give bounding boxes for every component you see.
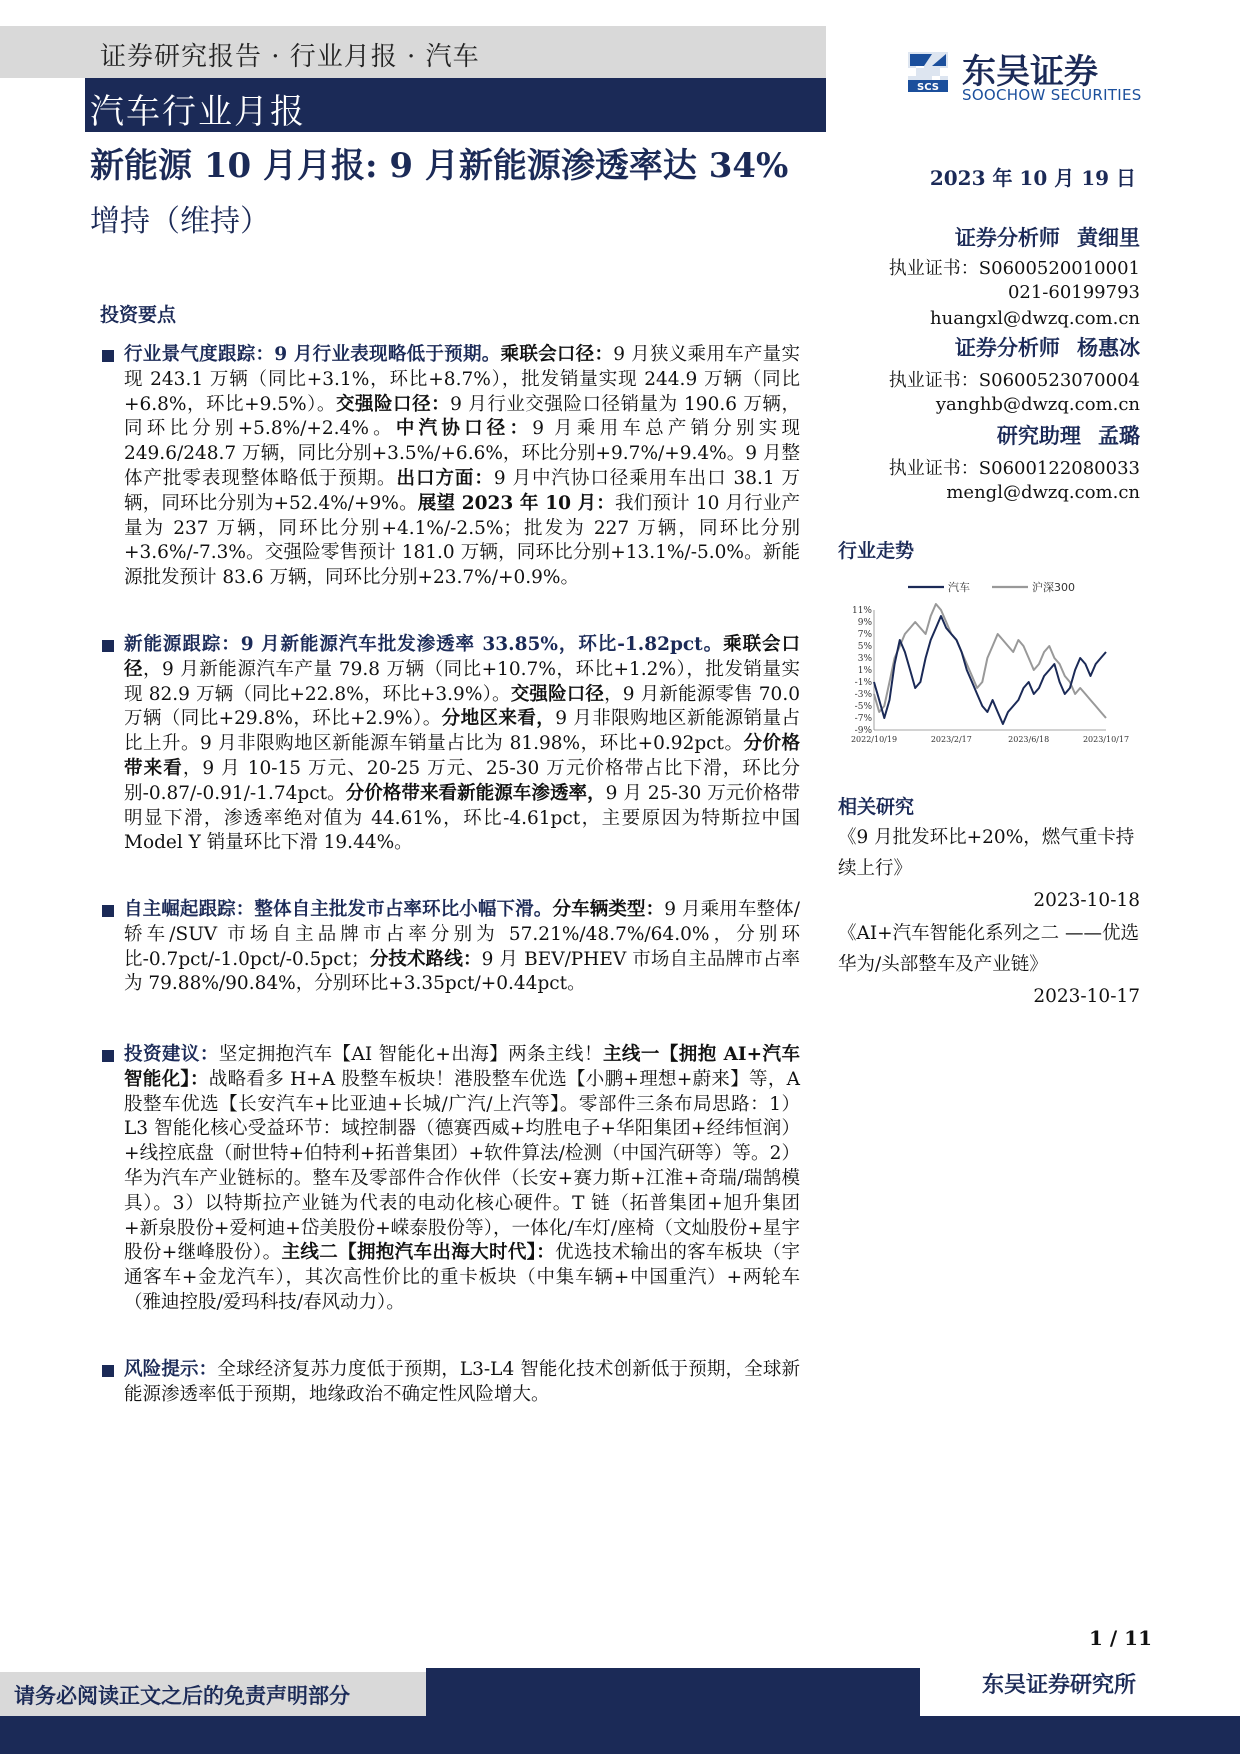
kp-subheading: 中汽协口径： (395, 418, 533, 440)
x-tick-label: 2023/2/17 (930, 735, 972, 744)
kp-subheading: 分技术路线： (369, 948, 482, 970)
key-point-risk (100, 1358, 800, 1408)
kp-subheading: 分价格带来看新能源车渗透率， (345, 782, 606, 804)
trend-title: 行业走势 (838, 540, 915, 562)
kp-heading: 风险提示： (124, 1359, 218, 1380)
analyst-3-name: 孟璐 (1098, 423, 1140, 448)
footer-brand: 东吴证券研究所 (981, 1672, 1136, 1698)
y-tick-label: -1% (854, 678, 872, 688)
y-tick-label: 5% (857, 642, 872, 652)
series-line (874, 604, 1106, 718)
kp-subheading: 出口方面： (396, 467, 494, 489)
y-tick-label: -3% (854, 690, 872, 700)
kp-heading: 投资建议： (124, 1044, 219, 1065)
kp-subheading: 主线二【拥抱汽车出海大时代】： (281, 1242, 556, 1264)
analyst-1-name: 黄细里 (1077, 225, 1140, 250)
key-point-text (124, 898, 800, 997)
kp-subheading: 乘联会口径 (124, 634, 800, 680)
kp-heading: 新能源跟踪：9 月新能源汽车批发渗透率 33.85%，环比-1.82pct。 (124, 634, 724, 655)
trend-chart (838, 570, 1138, 750)
kp-text: 9 月乘用车总产销分别实现 249.6/248.7 万辆，同比分别+3.5%/+6.6%，环比分别+9.7%/+9.4%。9 月整体产批零表现整体略低于预期。 (124, 418, 800, 489)
logo-mark-text: SCS (917, 82, 939, 93)
analyst-2-title: 证券分析师 (954, 335, 1060, 360)
related-item-1-date: 2023-10-18 (1033, 890, 1140, 911)
key-point-text (124, 343, 800, 591)
report-type-label: 汽车行业月报 (90, 92, 306, 132)
kp-heading: 行业景气度跟踪：9 月行业表现略低于预期。 (124, 344, 501, 365)
kp-subheading: 分地区来看， (441, 708, 556, 730)
key-point-text (124, 633, 800, 856)
kp-text: 9 月 BEV/PHEV 市场自主品牌市占率为 79.88%/90.84%，分别环比+3.35pct/+0.44pct。 (124, 948, 800, 995)
analyst-3-email[interactable]: mengl@dwzq.com.cn (946, 482, 1140, 503)
rating: 增持（维持） (90, 204, 270, 239)
kp-text: 战略看多 H+A 股整车板块！港股整车优选【小鹏+理想+蔚来】等，A 股整车优选【长安汽车+比亚迪+长城/广汽/上汽等】。零部件三条布局思路：1）L3 智能化核心受益环节：域控制器（德赛西威+均胜电子+华阳集团+经纬恒润）+线控底盘（耐世特+伯特利+拓普集团）+软件算法/检测（中国汽研等）等。2）华为汽车产业链标的。整车及零部件合作伙伴（长安+赛力斯+江淮+奇瑞/瑞鹄模具）。3）以特斯拉产业链为代表的电动化核心硬件。T 链（拓普集团+旭升集团+新泉股份+爱柯迪+岱美股份+嵘泰股份等），一体化/车灯/座椅（文灿股份+星宇股份+继峰股份）。 (124, 1068, 800, 1264)
key-point-text (124, 1358, 800, 1408)
analyst-3-cert: 执业证书：S0600122080033 (888, 458, 1140, 479)
y-tick-label: 11% (851, 606, 872, 616)
kp-text: 9 月中汽协口径乘用车出口 38.1 万辆，同环比分别为+52.4%/+9%。 (124, 467, 800, 514)
kp-text: 优选技术输出的客车板块（宇通客车+金龙汽车），其次高性价比的重卡板块（中集车辆+中国重汽）+两轮车（雅迪控股/爱玛科技/春风动力）。 (124, 1242, 800, 1313)
kp-text: 9 月行业交强险口径销量为 190.6 万辆，同环比分别+5.8%/+2.4%。 (124, 393, 800, 440)
analyst-2-name: 杨惠冰 (1077, 335, 1140, 360)
kp-subheading: 交强险口径 (510, 683, 605, 705)
logo-name: 东吴证券 (962, 52, 1098, 92)
related-title: 相关研究 (838, 796, 915, 818)
kp-text: ，9 月新能源汽车产量 79.8 万辆（同比+10.7%，环比+1.2%），批发销量实现 82.9 万辆（同比+22.8%，环比+3.9%）。 (124, 658, 800, 705)
breadcrumb: 证券研究报告 · 行业月报 · 汽车 (100, 42, 480, 72)
logo-name-en: SOOCHOW SECURITIES (962, 86, 1142, 104)
y-tick-label: 3% (857, 654, 872, 664)
report-date: 2023 年 10 月 19 日 (929, 166, 1136, 190)
key-point-industry (100, 343, 800, 591)
analyst-2-cert: 执业证书：S0600523070004 (888, 370, 1140, 391)
key-points-title: 投资要点 (100, 304, 177, 326)
analyst-1-heading (955, 222, 1140, 252)
kp-text: 全球经济复苏力度低于预期，L3-L4 智能化技术创新低于预期，全球新能源渗透率低于预期，地缘政治不确定性风险增大。 (124, 1359, 800, 1405)
key-point-nev (100, 633, 800, 856)
kp-heading: 自主崛起跟踪：整体自主批发市占率环比小幅下滑。 (124, 899, 553, 920)
analyst-1-cert: 执业证书：S0600520010001 (888, 258, 1140, 279)
y-tick-label: -7% (854, 714, 872, 724)
y-tick-label: 1% (857, 666, 872, 676)
key-point-domestic-brands (100, 898, 800, 997)
bullet-square-icon (102, 1365, 114, 1377)
analyst-1-phone: 021-60199793 (1007, 282, 1140, 303)
bullet-square-icon (102, 905, 114, 917)
page-number: 1 / 11 (1089, 1626, 1152, 1650)
kp-subheading: 分价格带来看 (124, 733, 800, 779)
related-item-2-date: 2023-10-17 (1033, 986, 1140, 1007)
analyst-1-title: 证券分析师 (954, 225, 1060, 250)
analyst-3-heading (997, 420, 1140, 450)
x-tick-label: 2023/6/18 (1008, 735, 1050, 744)
kp-text: 9 月乘用车整体/轿车/SUV 市场自主品牌市占率分别为 57.21%/48.7%/64.0%，分别环比-0.7pct/-1.0pct/-0.5pct； (124, 899, 800, 970)
x-tick-label: 2022/10/19 (850, 735, 898, 744)
analyst-1-email[interactable]: huangxl@dwzq.com.cn (930, 308, 1140, 329)
y-tick-label: -9% (854, 726, 872, 736)
kp-text: 我们预计 10 月行业产量为 237 万辆，同环比分别+4.1%/-2.5%；批发为 227 万辆，同环比分别+3.6%/-7.3%。交强险零售预计 181.0 万辆，同环比分别+13.1%/-5.0%。新能源批发预计 83.6 万辆，同环比分别+23.7%/+0.9%。 (124, 492, 800, 589)
kp-text: 坚定拥抱汽车【AI 智能化+出海】两条主线！ (218, 1044, 603, 1065)
legend-label: 沪深300 (1032, 581, 1075, 594)
kp-subheading: 展望 2023 年 10 月： (417, 492, 615, 514)
analyst-2-email[interactable]: yanghb@dwzq.com.cn (935, 394, 1140, 415)
kp-subheading: 分车辆类型： (552, 899, 665, 920)
kp-text: ，9 月 10-15 万元、20-25 万元、25-30 万元价格带占比下滑，环比分别-0.87/-0.91/-1.74pct。 (124, 757, 800, 804)
x-tick-label: 2023/10/17 (1082, 735, 1130, 744)
kp-subheading: 交强险口径： (335, 393, 451, 415)
kp-text: ，9 月新能源零售 70.0 万辆（同比+29.8%，环比+2.9%）。 (124, 683, 800, 730)
key-point-text (124, 1043, 800, 1316)
bullet-square-icon (102, 350, 114, 362)
kp-text: 9 月非限购地区新能源销量占比上升。9 月非限购地区新能源车销量占比为 81.98%，环比+0.92pct。 (124, 708, 800, 755)
related-item-2[interactable]: 《AI+汽车智能化系列之二 ——优选华为/头部整车及产业链》 (838, 923, 1140, 975)
bullet-square-icon (102, 640, 114, 652)
disclaimer-notice[interactable]: 请务必阅读正文之后的免责声明部分 (14, 1683, 350, 1708)
related-item-1[interactable]: 《9 月批发环比+20%，燃气重卡持续上行》 (838, 827, 1135, 879)
legend-label: 汽车 (948, 581, 970, 594)
analyst-2-heading (955, 332, 1140, 362)
y-tick-label: -5% (854, 702, 872, 712)
series-line (874, 616, 1106, 724)
y-tick-label: 7% (857, 630, 872, 640)
kp-text: 9 月 25-30 万元价格带明显下滑，渗透率绝对值为 44.61%，环比-4.61pct，主要原因为特斯拉中国 Model Y 销量环比下滑 19.44%。 (124, 782, 800, 854)
kp-subheading: 主线一【拥抱 AI+汽车智能化】： (124, 1044, 800, 1090)
analyst-3-title: 研究助理 (996, 423, 1081, 448)
report-title: 新能源 10 月月报: 9 月新能源渗透率达 34% (90, 146, 789, 186)
bullet-square-icon (102, 1050, 114, 1062)
key-point-investment-advice (100, 1043, 800, 1316)
y-tick-label: 9% (857, 618, 872, 628)
kp-subheading: 乘联会口径： (500, 344, 614, 365)
kp-text: 9 月狭义乘用车产量实现 243.1 万辆（同比+3.1%，环比+8.7%），批发销量实现 244.9 万辆（同比+6.8%，环比+9.5%）。 (124, 344, 800, 415)
logo-mark-icon (902, 46, 954, 98)
